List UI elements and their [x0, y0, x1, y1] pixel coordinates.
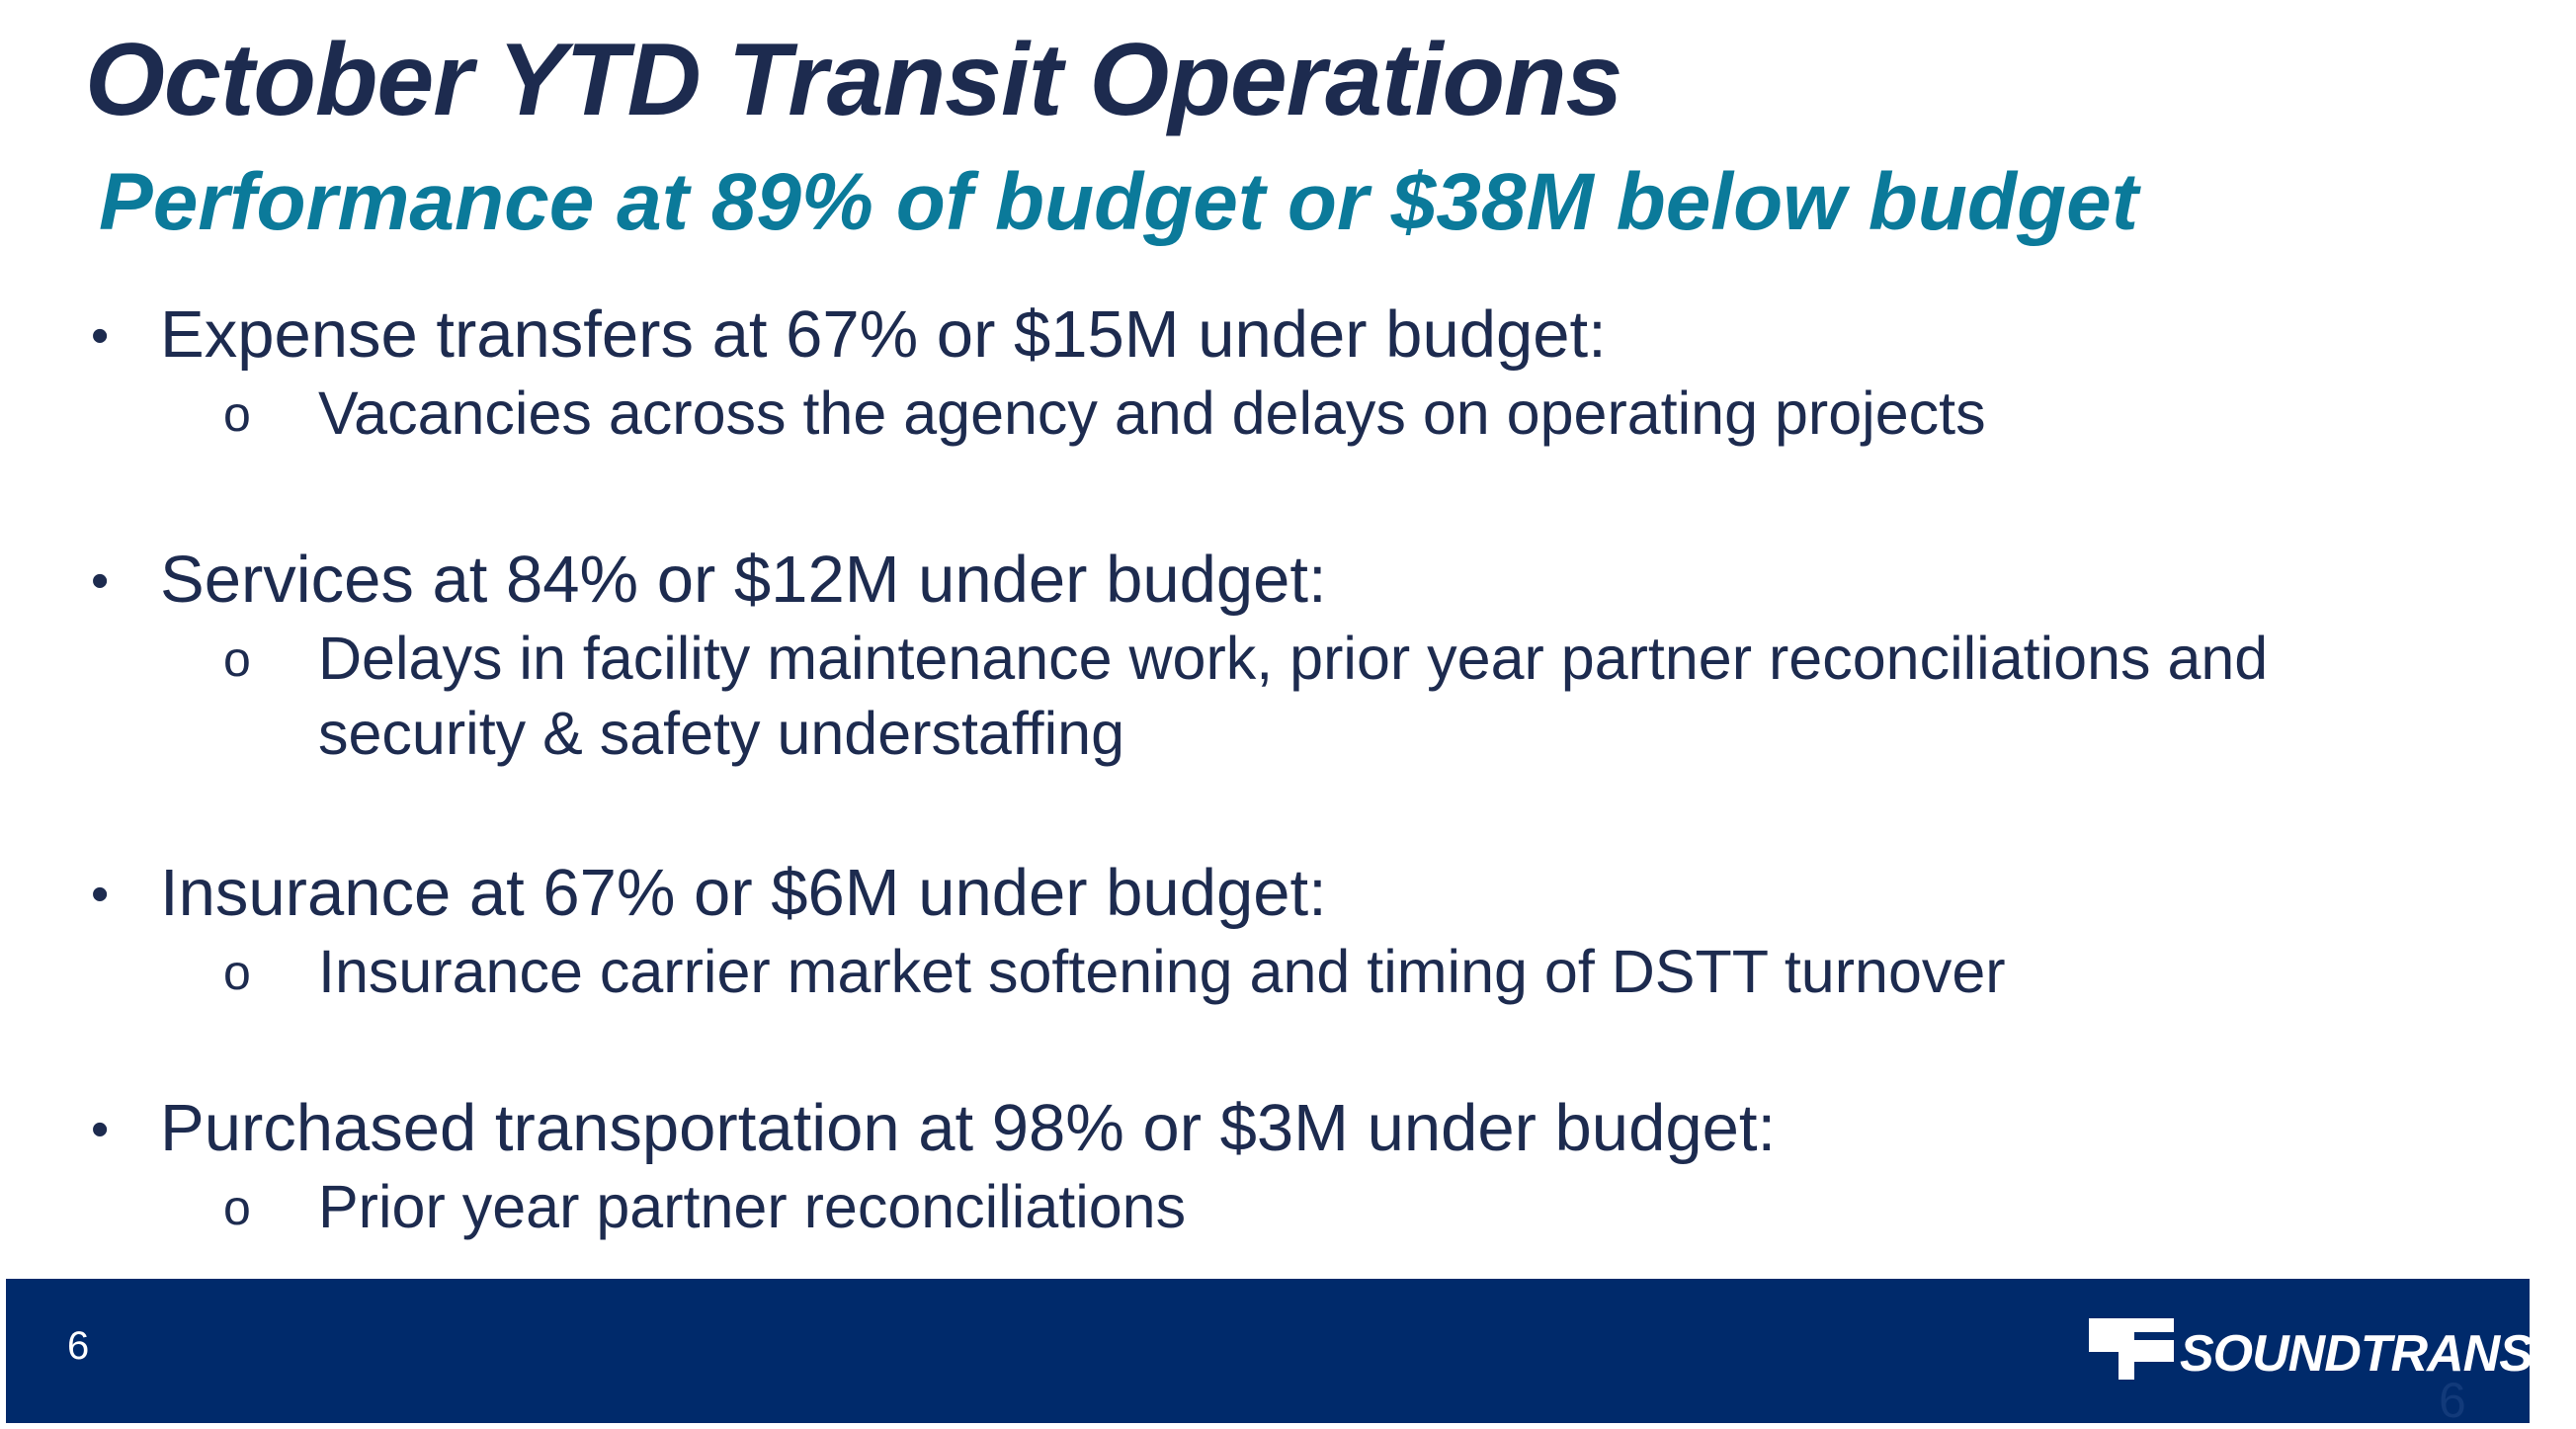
bullet-text: Purchased transportation at 98% or $3M under budget:: [160, 1091, 1777, 1165]
bullet-dot: •: [91, 552, 110, 610]
sub-bullet-dot: o: [223, 386, 251, 442]
bullet-text: Insurance at 67% or $6M under budget:: [160, 856, 1327, 930]
page-number: 6: [67, 1324, 90, 1368]
slide-title: October YTD Transit Operations: [85, 23, 1622, 137]
slide-subtitle: Performance at 89% of budget or $38M below budget: [99, 157, 2139, 247]
sub-bullet-text: Insurance carrier market softening and timing of DSTT turnover: [318, 938, 2006, 1005]
bullet-dot: •: [91, 866, 110, 923]
sound-transit-logo: [2089, 1314, 2576, 1386]
sub-bullet-dot: o: [223, 631, 251, 687]
logo-text: SOUNDTRANSIT: [2180, 1325, 2576, 1383]
sub-bullet-text: Delays in facility maintenance work, prior year partner reconciliations and security & safety understaffing: [318, 625, 2269, 767]
ghost-page-number: 6: [2439, 1373, 2466, 1428]
footer-bar: [6, 1279, 2576, 1428]
bullet-dot: •: [91, 307, 110, 365]
sub-bullet-text: Vacancies across the agency and delays on operating projects: [318, 379, 1986, 447]
sub-bullet-dot: o: [223, 945, 251, 1000]
sub-bullet-text: Prior year partner reconciliations: [318, 1173, 1187, 1240]
sub-bullet-dot: o: [223, 1180, 251, 1235]
bullet-dot: •: [91, 1101, 110, 1158]
sound-transit-logo-icon: [2089, 1314, 2174, 1384]
bullet-text: Services at 84% or $12M under budget:: [160, 543, 1327, 617]
bullet-text: Expense transfers at 67% or $15M under budget:: [160, 297, 1607, 372]
